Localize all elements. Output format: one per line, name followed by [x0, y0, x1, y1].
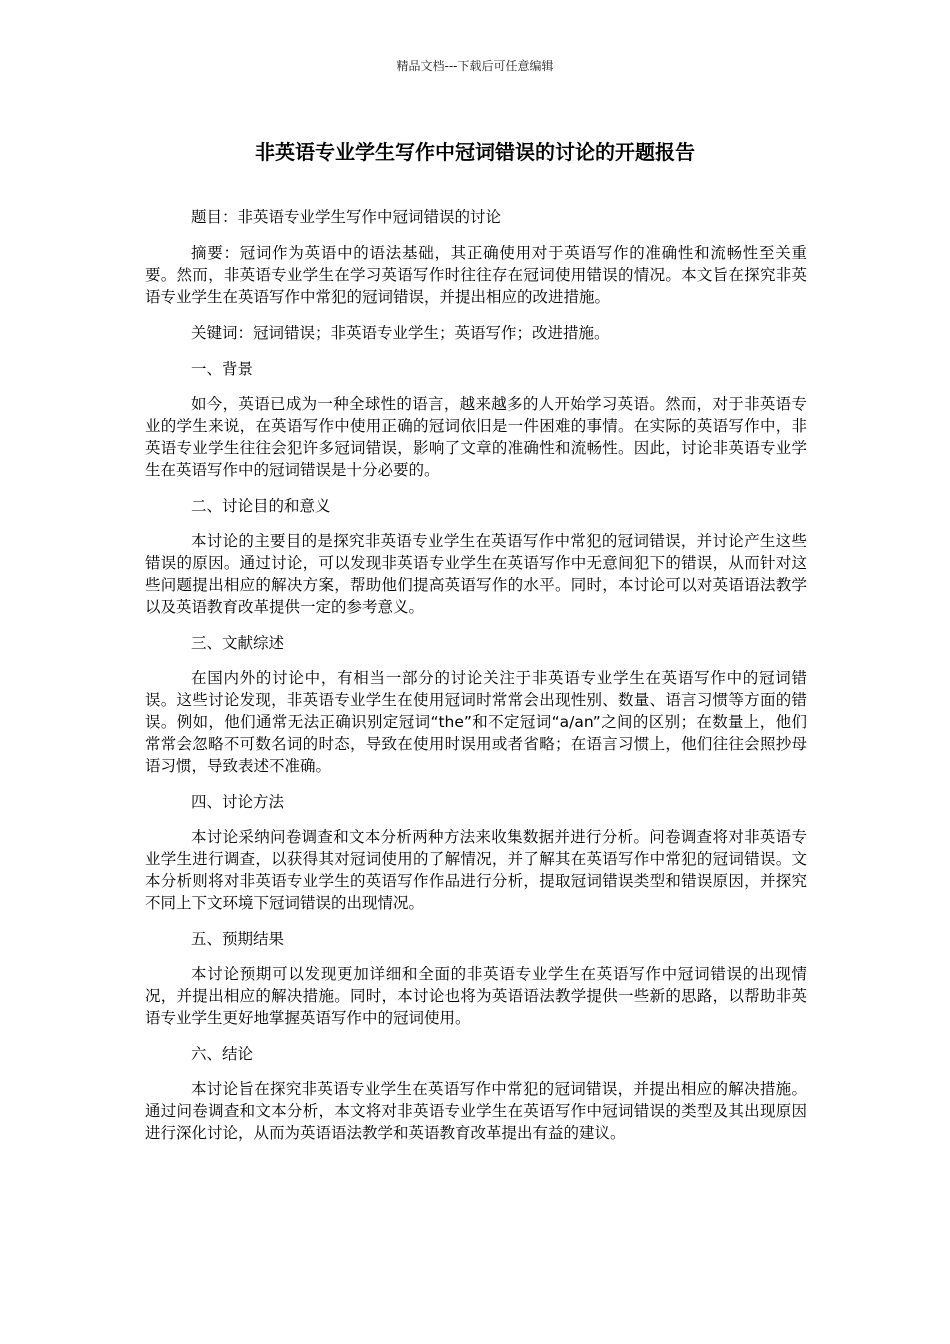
section-text-expected-results: 本讨论预期可以发现更加详细和全面的非英语专业学生在英语写作中冠词错误的出现情况，并提出相应的解决措施。同时，本讨论也将为英语语法教学提供一些新的思路，以帮助非英语专业学生更好地掌握英语写作中的冠词使用。 — [145, 965, 807, 1027]
section-text-purpose: 本讨论的主要目的是探究非英语专业学生在英语写作中常犯的冠词错误，并讨论产生这些错误的原因。通过讨论，可以发现非英语专业学生在英语写作中无意间犯下的错误，从而针对这些问题提出相应的解决方案，帮助他们提高英语写作的水平。同时，本讨论可以对英语语法教学以及英语教育改革提供一定的参考意义。 — [145, 532, 807, 616]
section-heading-conclusion: 六、结论 — [191, 1045, 254, 1063]
section-heading-methods: 四、讨论方法 — [191, 793, 285, 811]
document-body — [145, 206, 807, 1158]
keywords-paragraph: 关键词：冠词错误；非英语专业学生；英语写作；改进措施。 — [191, 324, 610, 342]
section-text-background: 如今，英语已成为一种全球性的语言，越来越多的人开始学习英语。然而，对于非英语专业的学生来说，在英语写作中使用正确的冠词依旧是一件困难的事情。在实际的英语写作中，非英语专业学生往往会犯许多冠词错误，影响了文章的准确性和流畅性。因此，讨论非英语专业学生在英语写作中的冠词错误是十分必要的。 — [145, 395, 807, 479]
abstract-paragraph: 摘要：冠词作为英语中的语法基础，其正确使用对于英语写作的准确性和流畅性至关重要。然而，非英语专业学生在学习英语写作时往往存在冠词使用错误的情况。本文旨在探究非英语专业学生在英语写作中常犯的冠词错误，并提出相应的改进措施。 — [145, 244, 807, 306]
topic-paragraph: 题目：非英语专业学生写作中冠词错误的讨论 — [191, 208, 502, 226]
section-text-literature: 在国内外的讨论中，有相当一部分的讨论关注于非英语专业学生在英语写作中的冠词错误。这些讨论发现，非英语专业学生在使用冠词时常常会出现性别、数量、语言习惯等方面的错误。例如，他们通常无法正确识别定冠词“the”和不定冠词“a/an”之间的区别；在数量上，他们常常会忽略不可数名词的时态，导致在使用时误用或者省略；在语言习惯上，他们往往会照抄母语习惯，导致表述不准确。 — [145, 669, 807, 775]
section-heading-background: 一、背景 — [191, 360, 254, 378]
section-text-methods: 本讨论采纳问卷调查和文本分析两种方法来收集数据并进行分析。问卷调查将对非英语专业学生进行调查，以获得其对冠词使用的了解情况，并了解其在英语写作中常犯的冠词错误。文本分析则将对非英语专业学生的英语写作作品进行分析，提取冠词错误类型和错误原因，并探究不同上下文环境下冠词错误的出现情况。 — [145, 828, 807, 912]
section-heading-expected-results: 五、预期结果 — [191, 930, 285, 948]
section-heading-purpose: 二、讨论目的和意义 — [191, 497, 331, 515]
section-text-conclusion: 本讨论旨在探究非英语专业学生在英语写作中常犯的冠词错误，并提出相应的解决措施。通过问卷调查和文本分析，本文将对非英语专业学生在英语写作中冠词错误的类型及其出现原因进行深化讨论，从而为英语语法教学和英语教育改革提出有益的建议。 — [145, 1080, 807, 1142]
document-title: 非英语专业学生写作中冠词错误的讨论的开题报告 — [255, 140, 695, 164]
section-heading-literature: 三、文献综述 — [191, 634, 285, 652]
page-watermark: 精品文档---下载后可任意编辑 — [396, 59, 554, 73]
